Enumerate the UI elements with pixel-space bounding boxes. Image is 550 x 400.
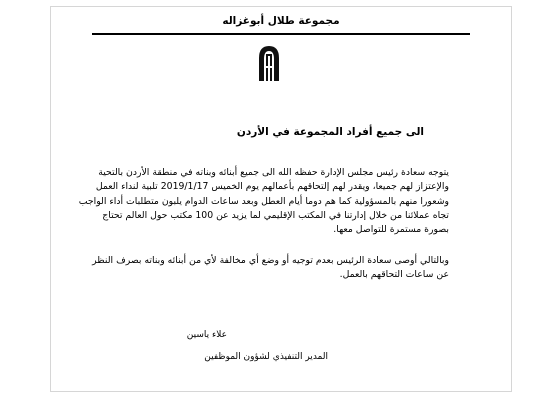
header-divider	[92, 33, 470, 35]
paragraph-line: تجاه عملائنا من خلال إدارتنا في المكتب الإقليمي لما يزيد عن 100 مكتب حول العالم تحتاج	[102, 209, 449, 221]
paragraph-line: والإعتزاز لهم جميعا، ويقدر لهم إلتحاقهم بأعمالهم يوم الخميس 2019/1/17 تلبية لنداء العمل	[95, 181, 449, 193]
paragraph-line: وشعورا منهم بالمسؤولية كما هم دوما أيام العطل وبعد ساعات الدوام يلبون متطلبات أداء الواجب	[78, 195, 449, 207]
paragraph-main	[78, 166, 449, 237]
paragraph-line: بصورة مستمرة للتواصل معها.	[333, 224, 449, 236]
paragraph-line: وبالتالي أوصى سعادة الرئيس بعدم توجيه أو وضع أي مخالفة لأي من أبنائه وبناته بصرف النظر	[92, 255, 449, 266]
paragraph-line: عن ساعات التحاقهم بالعمل.	[339, 269, 449, 281]
company-name: مجموعة طلال أبوغزاله	[222, 15, 340, 27]
paragraph-instruction	[92, 254, 449, 283]
signature-title: المدير التنفيذي لشؤون الموظفين	[204, 352, 328, 362]
letter-page	[50, 6, 512, 392]
tag-logo-icon	[257, 44, 281, 82]
salutation: الى جميع أفراد المجموعة في الأردن	[236, 126, 424, 138]
paragraph-line: يتوجه سعادة رئيس مجلس الإدارة حفظه الله الى جميع أبنائه وبناته في منطقة الأردن بالتحية	[98, 167, 449, 178]
signature-name: علاء ياسين	[186, 330, 227, 340]
